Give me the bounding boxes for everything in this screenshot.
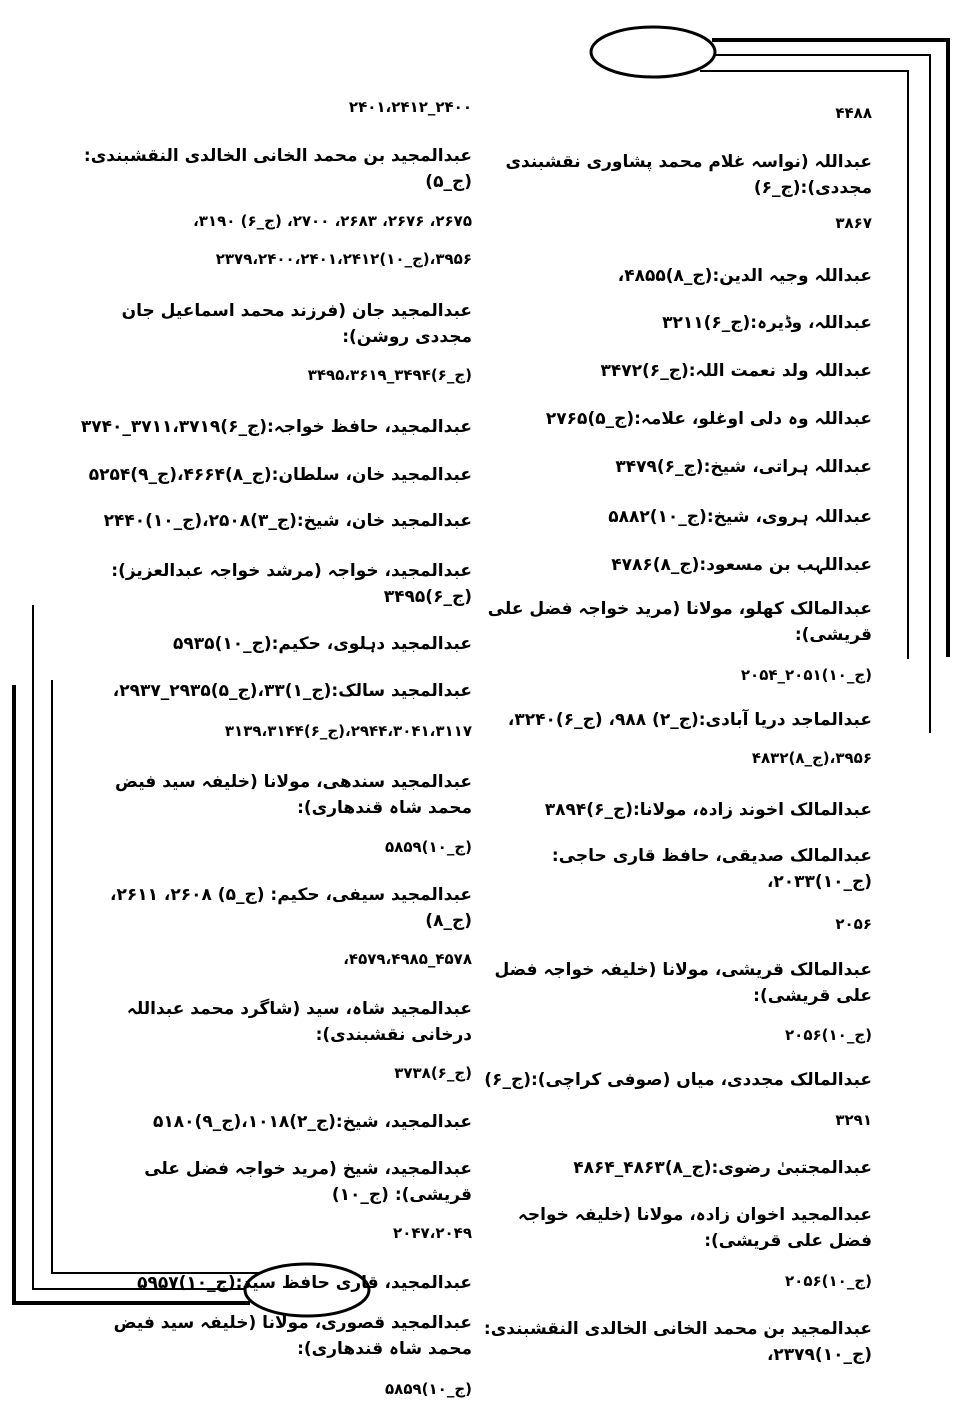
index-entry-line: (ج_۶)۳۷۳۸ bbox=[394, 1064, 472, 1082]
index-entry-line: (ج_۱۰)۲۰۵۱_۲۰۵۴ bbox=[740, 666, 872, 684]
index-entry-line: عبداللہ، وڈیرہ:(ج_۶)۳۲۱۱ bbox=[662, 313, 872, 333]
index-entry-line: عبدالمجید شاہ، سید (شاگرد محمد عبداللہ درخانی نقشبندی): bbox=[126, 999, 472, 1045]
index-entry-line: عبدالمالک صدیقی، حافظ قاری حاجی:(ج_۱۰)۲۰۳۳، bbox=[551, 846, 872, 892]
index-entry-line: ۳۸۶۷ bbox=[835, 214, 872, 232]
index-entry-line: عبداللہ وجیہ الدین:(ج_۸)۴۸۵۵، bbox=[617, 266, 872, 286]
index-entry-line: ۲۰۵۶ bbox=[835, 915, 872, 933]
index-entry-line: عبدالمجید قصوری، مولانا (خلیفہ سید فیض محمد شاہ قندھاری): bbox=[113, 1313, 472, 1359]
index-entry-line: عبدالمجید، شیخ:(ج_۲)۱۰۱۸،(ج_۹)۵۱۸۰ bbox=[153, 1112, 472, 1132]
index-entry-line: عبداللہ (نواسہ غلام محمد پشاوری نقشبندی مجددی):(ج_۶) bbox=[505, 152, 872, 198]
index-entry-line: عبدالمجید خان، سلطان:(ج_۸)۴۶۶۴،(ج_۹)۵۲۵۴ bbox=[88, 465, 472, 485]
index-entry-line: ۴۴۸۸ bbox=[835, 104, 872, 122]
index-entry-line: عبدالمجید، خواجہ (مرشد خواجہ عبدالعزیز):(ج_۶)۳۴۹۵ bbox=[111, 561, 472, 607]
index-entry-line: عبدالمالک مجددی، میاں (صوفی کراچی):(ج_۶) bbox=[484, 1070, 872, 1090]
index-entry-line: (ج_۱۰)۲۰۵۶ bbox=[785, 1026, 872, 1044]
right-column bbox=[480, 0, 872, 1368]
index-entry-line: عبدالمجید بن محمد الخانی الخالدی النقشبندی: (ج_۵) bbox=[83, 146, 472, 192]
index-entry-line: عبدالمالک کھلو، مولانا (مرید خواجہ فضل علی قریشی): bbox=[487, 599, 872, 645]
index-entry-line: (ج_۱۰)۵۸۵۹ bbox=[385, 1380, 472, 1398]
index-entry-line: ۳۹۵۶،(ج_۱۰)۲۳۷۹،۲۴۰۰،۲۴۰۱،۲۴۱۲ bbox=[215, 250, 472, 268]
index-entry-line: ۲۰۴۷،۲۰۴۹ bbox=[393, 1224, 472, 1242]
index-entry-line: ۴۵۷۸_۴۵۷۹،۴۹۸۵، bbox=[343, 950, 472, 968]
index-entry-line: عبداللہ ولد نعمت اللہ:(ج_۶)۳۴۷۲ bbox=[600, 361, 872, 381]
index-entry-line: (ج_۶)۳۴۹۴_۳۴۹۵،۳۶۱۹ bbox=[307, 366, 472, 384]
index-entry-line: عبدالمجید اخوان زادہ، مولانا (خلیفہ خواجہ فضل علی قریشی): bbox=[517, 1205, 872, 1251]
index-entry-line: عبدالمجید، شیخ (مرید خواجہ فضل علی قریشی): (ج_۱۰) bbox=[144, 1159, 472, 1205]
index-entry-line: ۳۲۹۱ bbox=[835, 1111, 872, 1129]
left-column bbox=[80, 0, 472, 1402]
index-entry-line: عبدالمجید بن محمد الخانی الخالدی النقشبندی:(ج_۱۰)۲۳۷۹، bbox=[483, 1319, 872, 1365]
index-entry-line: عبداللہب بن مسعود:(ج_۸)۴۷۸۶ bbox=[611, 555, 872, 575]
index-entry-line: ۲۶۷۵، ۲۶۷۶، ۲۶۸۳، ۲۷۰۰، (ج_۶) ۳۱۹۰، bbox=[193, 212, 472, 230]
index-entry-line: ۲۹۴۴،۳۰۴۱،۳۱۱۷،(ج_۶)۳۱۳۹،۳۱۴۴ bbox=[224, 722, 472, 740]
index-entry-line: عبدالمجید خان، شیخ:(ج_۳)۲۵۰۸،(ج_۱۰)۲۴۴۰ bbox=[103, 511, 472, 531]
index-entry-line: عبدالماجد دریا آبادی:(ج_۲) ۹۸۸، (ج_۶)۳۲۴۰، bbox=[507, 710, 872, 730]
index-entry-line: عبدالمجید، حافظ خواجہ:(ج_۶)۳۷۱۱،۳۷۱۹_۳۷۴۰ bbox=[80, 417, 472, 437]
index-entry-line: عبدالمالک اخوند زادہ، مولانا:(ج_۶)۳۸۹۴ bbox=[544, 800, 872, 820]
index-entry-line: عبدالمجید، قاری حافظ سید:(ج_۱۰)۵۹۵۷ bbox=[137, 1273, 472, 1293]
index-entry-line: عبدالمجید جان (فرزند محمد اسماعیل جان مجددی روشن): bbox=[121, 301, 472, 347]
index-entry-line: عبداللہ ہراتی، شیخ:(ج_۶)۳۴۷۹ bbox=[615, 457, 872, 477]
index-entry-line: عبدالمجید سیفی، حکیم: (ج_۵) ۲۶۰۸، ۲۶۱۱، (ج_۸) bbox=[109, 885, 472, 931]
index-entry-line: عبدالمجتبیٰ رضوی:(ج_۸)۴۸۶۳_۴۸۶۴ bbox=[573, 1158, 872, 1178]
index-entry-line: ۲۴۰۰_۲۴۰۱،۲۴۱۲ bbox=[348, 98, 472, 116]
index-entry-line: (ج_۱۰)۲۰۵۶ bbox=[785, 1272, 872, 1290]
index-entry-line: عبدالمالک قریشی، مولانا (خلیفہ خواجہ فضل علی قریشی): bbox=[494, 960, 872, 1006]
index-entry-line: ۳۹۵۶،(ج_۸)۴۸۳۲ bbox=[751, 749, 872, 767]
index-entry-line: عبدالمجید سالک:(ج_۱)۳۳،(ج_۵)۲۹۳۵_۲۹۳۷، bbox=[112, 681, 472, 701]
index-entry-line: عبدالمجید دہلوی، حکیم:(ج_۱۰)۵۹۳۵ bbox=[173, 634, 472, 654]
index-entry-line: عبدالمجید سندھی، مولانا (خلیفہ سید فیض محمد شاہ قندھاری): bbox=[115, 772, 472, 818]
index-entry-line: (ج_۱۰)۵۸۵۹ bbox=[385, 838, 472, 856]
index-entry-line: عبداللہ ہروی، شیخ:(ج_۱۰)۵۸۸۲ bbox=[608, 507, 872, 527]
index-entry-line: عبداللہ وہ دلی اوغلو، علامہ:(ج_۵)۲۷۶۵ bbox=[545, 409, 872, 429]
